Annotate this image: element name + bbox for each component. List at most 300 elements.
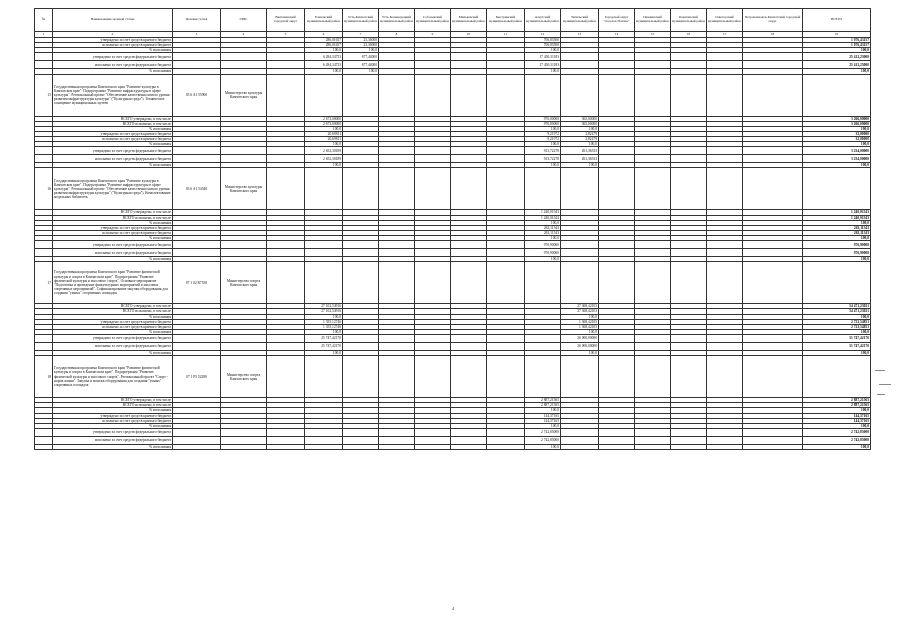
empty-cell [415, 74, 451, 116]
total-cell: 144,37165 [803, 413, 871, 418]
total-cell: 1 240,01543 [803, 210, 871, 215]
total-cell: 3 266,00000 [803, 121, 871, 126]
empty-cell [635, 249, 671, 257]
total-cell: 976,90000 [803, 249, 871, 257]
column-number: 13 [561, 32, 599, 38]
empty-cell [173, 343, 221, 351]
table-row [35, 147, 871, 155]
empty-cell [267, 444, 305, 449]
total-cell: 51 747,42170 [803, 335, 871, 343]
total-cell: 25 412,25000 [803, 61, 871, 69]
empty-cell [267, 155, 305, 163]
row-label: ВСЕГО исполнено, в том числе [53, 403, 173, 408]
empty-cell [305, 356, 343, 398]
empty-cell [671, 53, 707, 61]
empty-cell [221, 444, 267, 449]
empty-cell [599, 53, 635, 61]
value-cell: 2 887,21565 [525, 403, 561, 408]
empty-cell [343, 444, 379, 449]
row-label: % исполнения [53, 69, 173, 74]
empty-cell [173, 249, 221, 257]
value-cell: 100,0 [561, 351, 599, 356]
empty-cell [635, 356, 671, 398]
empty-cell [743, 356, 803, 398]
empty-cell [599, 74, 635, 116]
empty-cell [671, 436, 707, 444]
empty-cell [561, 241, 599, 249]
empty-cell [743, 343, 803, 351]
empty-cell [803, 356, 871, 398]
empty-cell [343, 168, 379, 210]
program-row [35, 74, 871, 116]
empty-cell [803, 74, 871, 116]
empty-cell [305, 241, 343, 249]
empty-cell [379, 428, 415, 436]
empty-cell [267, 53, 305, 61]
empty-cell [635, 343, 671, 351]
value-cell: 23,36000 [343, 38, 379, 43]
value-cell: 100,0 [305, 142, 343, 147]
value-cell: 6 284,34753 [305, 53, 343, 61]
empty-cell [671, 168, 707, 210]
empty-cell [599, 356, 635, 398]
column-number: 5 [267, 32, 305, 38]
empty-cell [343, 241, 379, 249]
value-cell: 1 240,01543 [525, 210, 561, 215]
empty-cell [707, 356, 743, 398]
empty-cell [415, 428, 451, 436]
column-number: 18 [743, 32, 803, 38]
program-description: Государственная программа Камчатского края "Развитие культуры в Камчатском крае". Подпрограмма "Развитие инфраструктуры в сфере культуры". Региональный проект "Обеспечение качественно нового уровня развития инфраструктуры культуры" ("Культурная среда"). Комплектование модельных библиотек [53, 168, 173, 210]
column-number: 12 [525, 32, 561, 38]
empty-cell [451, 249, 487, 257]
target-article-code: 03 6 A1 54540 [173, 168, 221, 210]
empty-cell [743, 241, 803, 249]
empty-cell [525, 74, 561, 116]
value-cell: 1 368,42105 [561, 324, 599, 329]
row-label: исполнено за счет средств краевого бюджета [53, 137, 173, 142]
empty-cell [451, 428, 487, 436]
value-cell: 976,00000 [525, 121, 561, 126]
value-cell: 100,0 [525, 220, 561, 225]
total-cell: 1 076,43157 [803, 38, 871, 43]
row-label: % исполнения [53, 48, 173, 53]
empty-cell [707, 444, 743, 449]
row-label: исполнено за счет средств краевого бюджета [53, 324, 173, 329]
column-number: 9 [415, 32, 451, 38]
empty-cell [451, 53, 487, 61]
total-cell: 100,0 [803, 444, 871, 449]
value-cell: 100,0 [305, 329, 343, 334]
total-cell: 100,0 [803, 257, 871, 262]
table-header-row [35, 9, 871, 32]
empty-cell [267, 168, 305, 210]
value-cell: 706,83500 [525, 43, 561, 48]
column-number: 4 [221, 32, 267, 38]
empty-cell [267, 249, 305, 257]
total-cell: 100,0 [803, 48, 871, 53]
row-label: исполнено за счет средств федерального бюджета [53, 436, 173, 444]
empty-cell [267, 241, 305, 249]
total-cell: 2 742,85000 [803, 428, 871, 436]
table-row [35, 241, 871, 249]
row-label: ВСЕГО утверждено, в том числе [53, 304, 173, 309]
program-row [35, 262, 871, 304]
value-cell: 100,0 [525, 69, 561, 74]
row-label: % исполнения [53, 444, 173, 449]
value-cell: 2 742,85000 [525, 428, 561, 436]
empty-cell [379, 249, 415, 257]
row-label: исполнено за счет средств краевого бюджета [53, 43, 173, 48]
empty-cell [743, 428, 803, 436]
empty-cell [379, 155, 415, 163]
value-cell: 100,0 [525, 163, 561, 168]
empty-cell [267, 335, 305, 343]
value-cell: 26 000,00000 [561, 335, 599, 343]
empty-cell [599, 428, 635, 436]
empty-cell [415, 356, 451, 398]
total-cell: 100,0 [803, 314, 871, 319]
empty-cell [487, 343, 525, 351]
value-cell: 100,0 [305, 126, 343, 131]
empty-cell [451, 335, 487, 343]
empty-cell [635, 335, 671, 343]
empty-cell [671, 343, 707, 351]
row-label: исполнено за счет средств краевого бюджета [53, 418, 173, 423]
value-cell: 144,37165 [525, 418, 561, 423]
table-row [35, 155, 871, 163]
column-header: № [35, 9, 53, 32]
margin-mark [875, 370, 885, 371]
empty-cell [487, 53, 525, 61]
value-cell: 9,21972 [525, 137, 561, 142]
value-cell: 2 652,30189 [305, 147, 343, 155]
empty-cell [305, 168, 343, 210]
program-description: Государственная программа Камчатского края "Развитие физической культуры и спорта в Камчатском крае". Подпрограмма "Развитие физической культуры и массового спорта". Региональный проект "Спорт - норма жизни". Закупка и монтаж оборудования для создания "умных" спортивных площадок [53, 356, 173, 398]
column-header: Мильковский муниципальный район [451, 9, 487, 32]
empty-cell [451, 147, 487, 155]
empty-cell [743, 53, 803, 61]
row-label: исполнено за счет средств федерального бюджета [53, 343, 173, 351]
budget-table [34, 8, 871, 450]
empty-cell [707, 262, 743, 304]
empty-cell [343, 343, 379, 351]
total-cell: 2 887,21565 [803, 398, 871, 403]
total-cell: 3 234,00000 [803, 147, 871, 155]
value-cell: 2 673,00000 [305, 116, 343, 121]
empty-cell [803, 168, 871, 210]
column-number: 1 [35, 32, 53, 38]
total-cell: 100,0 [803, 142, 871, 147]
row-number: 18 [35, 356, 53, 398]
empty-cell [671, 444, 707, 449]
column-number: 7 [343, 32, 379, 38]
total-cell: 32,00000 [803, 131, 871, 136]
empty-cell [671, 356, 707, 398]
value-cell: 20,69811 [305, 131, 343, 136]
empty-cell [35, 155, 53, 163]
page-number: 4 [452, 606, 454, 611]
row-label: % исполнения [53, 126, 173, 131]
empty-cell [561, 262, 599, 304]
row-label: % исполнения [53, 314, 173, 319]
empty-cell [561, 428, 599, 436]
empty-cell [803, 262, 871, 304]
value-cell: 100,0 [561, 163, 599, 168]
empty-cell [173, 241, 221, 249]
row-label: исполнено за счет средств краевого бюджета [53, 230, 173, 235]
empty-cell [561, 53, 599, 61]
empty-cell [743, 61, 803, 69]
empty-cell [525, 343, 561, 351]
empty-cell [415, 61, 451, 69]
empty-cell [35, 53, 53, 61]
row-number: 17 [35, 262, 53, 304]
row-label: ВСЕГО исполнено, в том числе [53, 215, 173, 220]
value-cell: 261,36533 [561, 147, 599, 155]
empty-cell [599, 436, 635, 444]
empty-cell [487, 436, 525, 444]
empty-cell [221, 335, 267, 343]
empty-cell [451, 436, 487, 444]
empty-cell [707, 428, 743, 436]
value-cell: 23,36000 [343, 43, 379, 48]
empty-cell [221, 436, 267, 444]
empty-cell [487, 74, 525, 116]
empty-cell [343, 356, 379, 398]
total-cell: 100,0 [803, 163, 871, 168]
empty-cell [671, 262, 707, 304]
empty-cell [221, 428, 267, 436]
value-cell: 286,01657 [305, 43, 343, 48]
empty-cell [35, 249, 53, 257]
empty-cell [707, 335, 743, 343]
grbs-name: Министерство культуры Камчатского края [221, 168, 267, 210]
empty-cell [635, 74, 671, 116]
empty-cell [707, 436, 743, 444]
value-cell: 27 102,54916 [305, 309, 343, 314]
empty-cell [525, 262, 561, 304]
row-label: исполнено за счет средств федерального бюджета [53, 155, 173, 163]
empty-cell [561, 74, 599, 116]
empty-cell [707, 61, 743, 69]
empty-cell [267, 61, 305, 69]
empty-cell [743, 74, 803, 116]
total-cell: 263,11543 [803, 225, 871, 230]
empty-cell [221, 249, 267, 257]
empty-cell [379, 241, 415, 249]
empty-cell [487, 262, 525, 304]
row-label: % исполнения [53, 142, 173, 147]
program-row [35, 168, 871, 210]
value-cell: 286,01657 [305, 38, 343, 43]
row-label: ВСЕГО исполнено, в том числе [53, 121, 173, 126]
total-cell: 1 240,01543 [803, 215, 871, 220]
value-cell: 913,72278 [525, 155, 561, 163]
empty-cell [671, 74, 707, 116]
empty-cell [267, 428, 305, 436]
empty-cell [415, 249, 451, 257]
total-cell: 100,0 [803, 220, 871, 225]
empty-cell [415, 262, 451, 304]
row-label: исполнено за счет средств федерального бюджета [53, 61, 173, 69]
total-cell: 100,0 [803, 126, 871, 131]
empty-cell [635, 262, 671, 304]
empty-cell [487, 428, 525, 436]
empty-cell [35, 241, 53, 249]
empty-cell [599, 249, 635, 257]
total-cell: 100,0 [803, 423, 871, 428]
row-label: % исполнения [53, 329, 173, 334]
empty-cell [635, 436, 671, 444]
empty-cell [487, 155, 525, 163]
empty-cell [451, 155, 487, 163]
row-label: % исполнения [53, 163, 173, 168]
column-header: ВСЕГО [803, 9, 871, 32]
empty-cell [379, 74, 415, 116]
value-cell: 100,0 [525, 142, 561, 147]
empty-cell [707, 155, 743, 163]
empty-cell [707, 168, 743, 210]
value-cell: 2 742,85000 [525, 436, 561, 444]
empty-cell [35, 335, 53, 343]
empty-cell [671, 249, 707, 257]
value-cell: 913,72278 [525, 147, 561, 155]
empty-cell [343, 155, 379, 163]
empty-cell [343, 74, 379, 116]
row-label: ВСЕГО утверждено, в том числе [53, 210, 173, 215]
row-label: утверждено за счет средств федерального бюджета [53, 53, 173, 61]
grbs-name: Министерство спорта Камчатского края [221, 262, 267, 304]
empty-cell [305, 262, 343, 304]
value-cell: 100,0 [305, 314, 343, 319]
value-cell: 9,21972 [525, 131, 561, 136]
empty-cell [379, 343, 415, 351]
total-cell: 100,0 [803, 69, 871, 74]
empty-cell [743, 147, 803, 155]
empty-cell [451, 61, 487, 69]
empty-cell [305, 428, 343, 436]
column-header: Соболевский муниципальный район [415, 9, 451, 32]
empty-cell [173, 428, 221, 436]
empty-cell [35, 147, 53, 155]
value-cell: 2 673,00000 [305, 121, 343, 126]
grbs-name: Министерство культуры Камчатского края [221, 74, 267, 116]
empty-cell [561, 444, 599, 449]
value-cell: 261,36533 [561, 155, 599, 163]
row-label: % исполнения [53, 408, 173, 413]
target-article-code: 07 1 02 R7530 [173, 262, 221, 304]
empty-cell [635, 428, 671, 436]
empty-cell [599, 168, 635, 210]
row-label: утверждено за счет средств краевого бюджета [53, 38, 173, 43]
empty-cell [35, 444, 53, 449]
value-cell: 100,0 [561, 142, 599, 147]
table-row [35, 61, 871, 69]
empty-cell [415, 335, 451, 343]
empty-cell [343, 147, 379, 155]
total-cell: 2 887,21565 [803, 403, 871, 408]
row-label: % исполнения [53, 257, 173, 262]
total-cell: 2 742,85000 [803, 436, 871, 444]
program-row [35, 356, 871, 398]
value-cell: 25 747,42170 [305, 343, 343, 351]
row-label: утверждено за счет средств федерального бюджета [53, 335, 173, 343]
total-cell: 100,0 [803, 236, 871, 241]
empty-cell [707, 74, 743, 116]
empty-cell [487, 147, 525, 155]
column-number: 14 [599, 32, 635, 38]
value-cell: 6 284,34753 [305, 61, 343, 69]
value-cell: 263,11543 [525, 225, 561, 230]
empty-cell [635, 444, 671, 449]
empty-cell [671, 428, 707, 436]
column-header: Усть-Большерецкий муниципальный район [379, 9, 415, 32]
empty-cell [173, 53, 221, 61]
empty-cell [599, 262, 635, 304]
value-cell: 26 000,00000 [561, 343, 599, 351]
empty-cell [635, 61, 671, 69]
row-label: ВСЕГО исполнено, в том числе [53, 309, 173, 314]
empty-cell [379, 53, 415, 61]
total-cell: 3 234,00000 [803, 155, 871, 163]
empty-cell [743, 249, 803, 257]
value-cell: 263,11543 [525, 230, 561, 235]
column-number: 6 [305, 32, 343, 38]
table-row [35, 343, 871, 351]
value-cell: 1 355,12746 [305, 324, 343, 329]
column-header: Городской округ "поселок Палана" [599, 9, 635, 32]
value-cell: 100,0 [305, 48, 343, 53]
total-cell: 54 471,23021 [803, 304, 871, 309]
value-cell: 100,0 [525, 257, 561, 262]
value-cell: 100,0 [343, 69, 379, 74]
empty-cell [451, 262, 487, 304]
empty-cell [671, 241, 707, 249]
empty-cell [415, 241, 451, 249]
value-cell: 100,0 [525, 236, 561, 241]
value-cell: 17 450,31183 [525, 61, 561, 69]
value-cell: 365,00000 [561, 116, 599, 121]
empty-cell [379, 335, 415, 343]
value-cell: 144,37165 [525, 413, 561, 418]
empty-cell [671, 335, 707, 343]
empty-cell [415, 53, 451, 61]
empty-cell [221, 147, 267, 155]
value-cell: 976,90000 [525, 241, 561, 249]
value-cell: 100,0 [305, 351, 343, 356]
value-cell: 27 102,54916 [305, 304, 343, 309]
empty-cell [221, 53, 267, 61]
value-cell: 25 747,42170 [305, 335, 343, 343]
value-cell: 706,83500 [525, 38, 561, 43]
value-cell: 2,82479 [561, 137, 599, 142]
value-cell: 2 887,21565 [525, 398, 561, 403]
empty-cell [707, 249, 743, 257]
value-cell: 100,0 [305, 69, 343, 74]
empty-cell [451, 356, 487, 398]
row-number: 16 [35, 168, 53, 210]
margin-mark [877, 394, 885, 395]
row-label: утверждено за счет средств федерального бюджета [53, 241, 173, 249]
value-cell: 100,0 [305, 163, 343, 168]
total-cell: 1 076,43157 [803, 43, 871, 48]
table-row [35, 428, 871, 436]
row-label: утверждено за счет средств краевого бюджета [53, 319, 173, 324]
value-cell: 365,00000 [561, 121, 599, 126]
row-label: утверждено за счет средств краевого бюджета [53, 413, 173, 418]
column-header: Быстринский муниципальный район [487, 9, 525, 32]
